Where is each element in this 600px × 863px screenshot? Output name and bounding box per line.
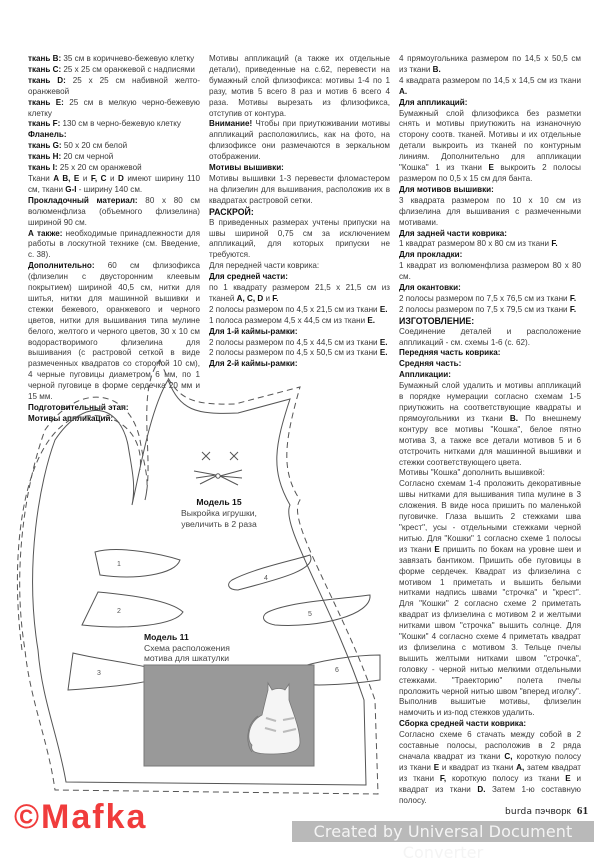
fabric-line: ткань B: 35 см в коричнево-бежевую клетку <box>28 54 195 63</box>
piece-label-6: 6 <box>335 667 339 674</box>
piece-4 <box>229 555 311 590</box>
figure-15-caption <box>164 497 274 530</box>
figure-15-title: Модель 15 <box>196 497 242 507</box>
front-heading: Передняя часть коврика: <box>399 348 501 358</box>
padding-material: Прокладочный материал: 80 x 80 см волюменфлиза (объемного флизелина) шириной 90 см. <box>28 195 200 227</box>
applique-cut-heading: Для аппликаций: <box>399 97 468 107</box>
making-heading: ИЗГОТОВЛЕНИЕ: <box>399 315 475 326</box>
fabric-widths: Ткани A B, E и F, C и D имеют ширину 110 см, ткани G-I - ширину 140 см. <box>28 173 200 194</box>
middle-heading: Для средней части: <box>209 272 288 282</box>
paragraph: 3 квадрата размером по 10 x 10 см из флизелина для вышивания с размеченными мотивами. <box>399 195 581 227</box>
paragraph: Согласно схемам 1-4 проложить декоративные швы нитками для вышивания типа мулине в 3 сложения. В виде носа пришить по маленькой пуговичке. Глаза вышить 2 стежками шва "крест", усы - отдельными стежками черной нитью. Для "Кошки" 1 согласно схеме 1 полосы из ткани E пришить по бокам на уровне шеи и завязать бантиком. Пришить обе пуговицы в форме сердечек. Квадрат из флизелина с мотивом 1 приметать и вышить белыми нитками надпись швами "строчка" и "крест". Для "Кошки" 2 согласно схеме 2 приметать квадрат из флизелина с мотивом 2 и желтыми нитками швом "строчка" вышить солнце. Для "Кошки" 4 согласно схеме 4 приметать квадрат из флизелина с мотивом 3. Тельце пчелы вышить желтыми нитками швом "строчка", головку - черной нитью мелкими отдельными стежками. "Траекторию" полета пчелы проложить черной нитью швом "вперед иголку". Выполнив вышитые мотивы, флизелин намочить и из-под стежков удалить. <box>399 479 581 718</box>
cut-item: 2 полосы размером по 4,5 x 50,5 см из ткани E. <box>209 348 388 358</box>
piece-2 <box>82 592 183 627</box>
cut-item: 2 полосы размером по 7,5 x 76,5 см из ткани F. <box>399 293 577 303</box>
paragraph: В приведенных размерах учтены припуски на швы шириной 0,75 см за исключением аппликаций, для которых припуски не требуются. <box>209 217 390 260</box>
piece-label-5: 5 <box>308 611 312 618</box>
fabric-line: ткань D: 25 x 25 см набивной желто-оранжевой <box>28 75 200 96</box>
back-heading: Для задней части коврика: <box>399 228 507 238</box>
paragraph: Мотивы "Кошка" дополнить вышивкой: <box>399 468 545 478</box>
piece-label-4: 4 <box>264 575 268 582</box>
appliques-heading: Аппликации: <box>399 370 451 380</box>
cut-item: 1 квадрат размером 80 x 80 см из ткани F. <box>399 239 558 249</box>
watermark: ©Mafka <box>14 798 148 836</box>
middle-part-heading: Средняя часть: <box>399 359 462 369</box>
paragraph: Соединение деталей и расположение аппликаций - см. схемы 1-6 (с. 62). <box>399 326 581 347</box>
piece-label-3: 3 <box>97 670 101 677</box>
paragraph: Мотивы аппликаций (а также их отдельные детали), приведенные на с.62, перевести на бумажный слой флизофикса: мотивы 1-4 по 1 разу, мотив 5 всего 8 раз и мотив 6 всего 4 раза. Мотивы вырезать из флизофикса, отступив от контура. <box>209 54 390 118</box>
cut-item: 4 прямоугольника размером по 14,5 x 50,5 см из ткани B. <box>399 54 581 74</box>
page-footer <box>505 805 588 817</box>
paragraph: Мотивы вышивки 1-3 перевести фломастером на флизелин для вышивания, расположив их в квадратах растровой сетки. <box>209 173 390 205</box>
cut-item: 2 полосы размером по 4,5 x 21,5 см из ткани E. <box>209 304 388 314</box>
flannel-heading: Фланель: <box>28 130 67 140</box>
fabric-line: ткань H: 20 см черной <box>28 152 114 162</box>
piece-5 <box>264 595 371 625</box>
also-needed: А также: необходимые принадлежности для работы в лоскутной технике (см. Введение, с. 38). <box>28 228 200 260</box>
cut-item: по 1 квадрату размером 21,5 x 21,5 см из тканей A, C, D и F. <box>209 283 390 303</box>
padding-heading: Для прокладки: <box>399 250 463 260</box>
piece-label-1: 1 <box>117 561 121 568</box>
paragraph: Бумажный слой флизофикса без разметки снять и мотивы приутюжить на изнаночную сторону соотв. тканей. Мотивы и их отдельные детали выкроить из тканей по контурным линиям. Дополнительно для аппликации "Кошка" 1 из ткани E выкроить 2 полосы размером по 0,5 x 15 см для банта. <box>399 108 581 183</box>
fabric-line: ткань F: 130 см в черно-бежевую клетку <box>28 119 181 129</box>
cut-item: 1 полоса размером 4,5 x 44,5 см из ткани E. <box>209 315 376 325</box>
figure-11-caption <box>144 632 274 664</box>
paragraph: Для передней части коврика: <box>209 261 320 271</box>
frame1-heading: Для 1-й каймы-рамки: <box>209 326 298 336</box>
attention-note: Внимание! Чтобы при приутюживании мотивы аппликаций расположились, как на фото, на флизофиксе они размечаются в зеркальном отображении. <box>209 119 390 162</box>
piece-label-2: 2 <box>117 608 121 615</box>
embroidery-cut-heading: Для мотивов вышивки: <box>399 184 494 194</box>
additional-materials: Дополнительно: 60 см флизофикса (флизелин с двусторонним клеевым покрытием) шириной 40,5 см, нитки для шитья, нитки для машинной вышивки и стежки бежевого, оранжевого и черного цветов, нитки для вышивания типа мулине белого, желтого и черного цветов, 30 x 10 см водорастворимого флизелина для вышивания (с растровой сеткой в виде размеченных квадратов со стороной 10 см), 4 черные пуговицы диаметром 6 мм, по 1 черной пуговице в форме сердечка 20 мм и 15 мм. <box>28 261 200 402</box>
cut-item: 2 полосы размером по 4,5 x 44,5 см из ткани E. <box>209 337 388 347</box>
fabric-line: ткань I: 25 x 20 см оранжевой <box>28 163 142 173</box>
frame2-heading: Для 2-й каймы-рамки: <box>209 359 298 369</box>
fabric-line: ткань E: 25 см в мелкую черно-бежевую клетку <box>28 97 200 118</box>
prep-heading: Подготовительный этап: <box>28 403 129 412</box>
figure-11-line: Схема расположения <box>144 642 230 653</box>
cut-item: 2 полосы размером по 7,5 x 79,5 см из ткани F. <box>399 304 577 314</box>
page-number: 61 <box>576 805 589 817</box>
fabric-line: ткань G: 50 x 20 см белой <box>28 141 128 151</box>
figure-15-line: увеличить в 2 раза <box>181 519 257 529</box>
figure-11-line: мотива для шкатулки <box>144 653 230 663</box>
binding-heading: Для окантовки: <box>399 283 461 293</box>
applique-heading: Мотивы аппликаций: <box>28 413 114 423</box>
piece-1 <box>95 550 180 577</box>
magazine-name: пэчворк <box>535 806 572 817</box>
embroidery-heading: Мотивы вышивки: <box>209 163 284 173</box>
converter-banner: Created by Universal Document Converter <box>292 821 594 842</box>
figure-11-title: Модель 11 <box>144 632 189 642</box>
brand-name: burda <box>505 807 533 817</box>
cutting-heading: РАСКРОЙ: <box>209 206 254 217</box>
paragraph: Бумажный слой удалить и мотивы аппликаций в порядке нумерации согласно схемам 1-5 приутюжить на соответствующие квадраты и прямоугольники из ткани B. По внешнему контуру все мотивы "Кошка", белое пятно мотива 3, а также все детали мотивов 5 и 6 отстрочить нитками для машинной вышивки и стежки соответствующего цвета. <box>399 381 581 467</box>
paragraph: 1 квадрат из волюменфлиза размером 80 x 80 см. <box>399 261 581 282</box>
fabric-line: ткань C: 25 x 25 см оранжевой с надписями <box>28 64 195 74</box>
paragraph: Согласно схеме 6 стачать между собой в 2 составные полосы, расположив в 2 ряда сначала квадрат из ткани C, короткую полосу из ткани E и квадрат из ткани A, затем квадрат из ткани F, короткую полосу из ткани E и квадрат из ткани D. Затем 1-ю составную полосу. <box>399 730 582 805</box>
figure-15-line: Выкройка игрушки, <box>181 508 257 518</box>
assembly-heading: Сборка средней части коврика: <box>399 719 527 729</box>
cut-item: 4 квадрата размером по 14,5 x 14,5 см из ткани A. <box>399 75 581 96</box>
